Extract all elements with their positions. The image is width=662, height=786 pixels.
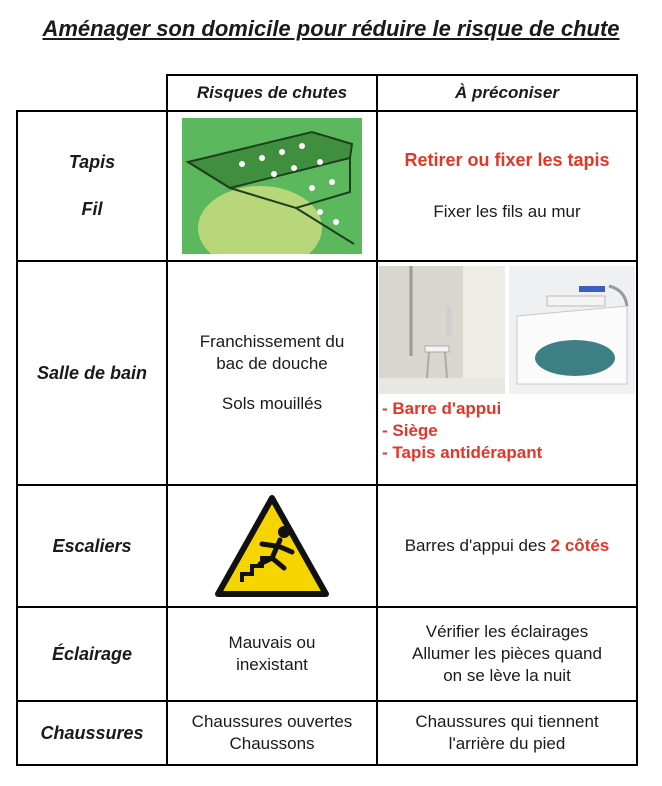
- risk-line: Chaussons: [229, 734, 315, 753]
- header-recommend: À préconiser: [377, 75, 637, 111]
- recommend-line: on se lève la nuit: [443, 666, 571, 685]
- recommend-cell: [377, 111, 637, 261]
- risk-line: inexistant: [236, 655, 308, 674]
- page-title: Aménager son domicile pour réduire le risque de chute: [42, 16, 620, 41]
- table-header-row: [17, 75, 637, 111]
- row-label-line: Fil: [81, 199, 103, 219]
- recommend-cell: [377, 485, 637, 607]
- fall-risk-table: [16, 74, 638, 766]
- shower-photo: [379, 266, 505, 394]
- risk-image-cell: [167, 485, 377, 607]
- recommend-line: Chaussures qui tiennent: [415, 712, 599, 731]
- recommend-cell: [377, 607, 637, 701]
- table-row: [17, 111, 637, 261]
- table-row: [17, 485, 637, 607]
- recommend-text: Barres d'appui des: [404, 536, 551, 555]
- bathroom-photo: [378, 266, 636, 394]
- risk-line: Mauvais ou: [228, 633, 316, 652]
- risk-line: Sols mouillés: [221, 394, 323, 413]
- row-label-line: Tapis: [68, 152, 116, 172]
- recommend-cell: [377, 261, 637, 485]
- recommend-item: - Tapis antidérapant: [382, 443, 543, 462]
- recommend-item: - Barre d'appui: [382, 399, 502, 418]
- risk-line: bac de douche: [216, 354, 328, 373]
- falling-stairs-warning-icon: [214, 494, 330, 598]
- row-label: Chaussures: [17, 701, 167, 765]
- recommend-item: - Siège: [382, 421, 438, 440]
- header-empty-cell: [17, 75, 167, 111]
- risk-cell: [167, 701, 377, 765]
- table-row: [17, 607, 637, 701]
- recommend-line: Fixer les fils au mur: [433, 202, 581, 221]
- risk-cell: [167, 261, 377, 485]
- row-label: Escaliers: [17, 485, 167, 607]
- carpet-illustration: [182, 118, 362, 254]
- row-label: Éclairage: [17, 607, 167, 701]
- table-row: [17, 261, 637, 485]
- table-row: [17, 701, 637, 765]
- risk-cell: [167, 607, 377, 701]
- recommend-line: Vérifier les éclairages: [425, 622, 589, 641]
- row-label: Salle de bain: [17, 261, 167, 485]
- recommend-line-red: Retirer ou fixer les tapis: [404, 150, 610, 170]
- risk-image-cell: [167, 111, 377, 261]
- recommend-highlight: 2 côtés: [550, 536, 610, 555]
- recommend-line: Allumer les pièces quand: [412, 644, 602, 663]
- recommend-cell: [377, 701, 637, 765]
- header-risks: Risques de chutes: [167, 75, 377, 111]
- risk-line: Franchissement du: [199, 332, 345, 351]
- recommend-line: l'arrière du pied: [448, 734, 566, 753]
- row-label: [17, 111, 167, 261]
- bathtub-photo: [509, 266, 635, 394]
- risk-line: Chaussures ouvertes: [191, 712, 353, 731]
